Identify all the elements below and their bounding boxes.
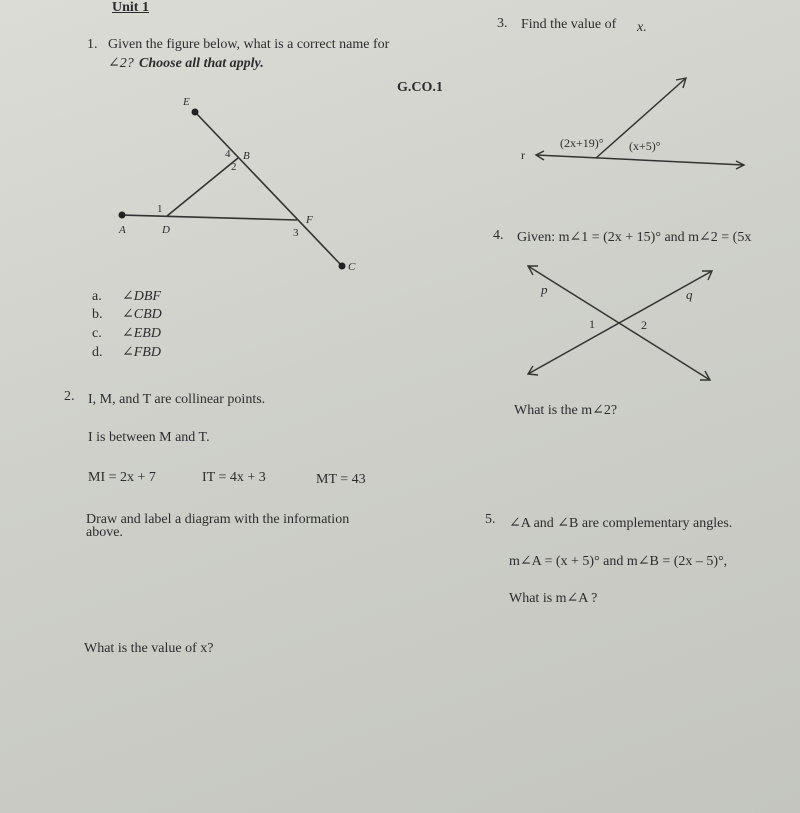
q5-line2: m∠A = (x + 5)° and m∠B = (2x – 5)°, <box>509 554 728 569</box>
q1-label-e: E <box>183 96 190 108</box>
q2-line2: I is between M and T. <box>88 430 210 445</box>
unit-heading: Unit 1 <box>112 0 149 15</box>
q1-label-c: C <box>348 261 356 273</box>
q2-eq-it: IT = 4x + 3 <box>202 470 266 485</box>
standard-code: G.CO.1 <box>397 80 443 95</box>
q1-label-d: D <box>162 224 170 236</box>
q1-choice-b-letter: b. <box>92 307 103 322</box>
q4-label-1: 1 <box>589 317 595 331</box>
q3-angle-left: (2x+19)° <box>560 136 604 150</box>
q1-label-a: A <box>119 224 126 236</box>
q1-label-1: 1 <box>157 203 163 215</box>
q4-label-2: 2 <box>641 318 647 332</box>
q1-choice-d-text[interactable]: ∠FBD <box>122 345 161 360</box>
q1-label-f: F <box>306 214 313 226</box>
q3-label-r: r <box>521 148 525 162</box>
q4-question: What is the m∠2? <box>514 403 618 418</box>
q4-given: Given: m∠1 = (2x + 15)° and m∠2 = (5x <box>517 230 752 245</box>
q1-choice-a-letter: a. <box>92 289 102 304</box>
q1-label-3: 3 <box>293 227 299 239</box>
q3-number: 3. <box>497 16 508 31</box>
q1-label-b: B <box>243 150 250 162</box>
q5-line1: ∠A and ∠B are complementary angles. <box>509 516 733 531</box>
q1-prompt-angle: ∠2? <box>108 56 134 71</box>
q2-instruction-line2: above. <box>86 525 123 540</box>
q1-choice-c-letter: c. <box>92 326 102 341</box>
q5-question: What is m∠A ? <box>509 591 598 606</box>
q1-label-2: 2 <box>231 161 237 173</box>
q1-choice-c-text[interactable]: ∠EBD <box>122 326 161 341</box>
q2-instruction-line1: Draw and label a diagram with the information <box>86 512 350 527</box>
q1-choice-d-letter: d. <box>92 345 103 360</box>
q3-angle-right: (x+5)° <box>629 139 661 153</box>
q2-question: What is the value of x? <box>84 641 214 656</box>
q4-line-q <box>528 271 712 374</box>
q3-prompt: Find the value of <box>521 17 617 32</box>
q1-prompt-emphasis: Choose all that apply. <box>139 56 264 71</box>
q4-label-q: q <box>686 287 693 302</box>
q1-choice-a-text[interactable]: ∠DBF <box>122 289 161 304</box>
q2-line1: I, M, and T are collinear points. <box>88 392 266 407</box>
q4-number: 4. <box>493 228 504 243</box>
q1-label-4: 4 <box>225 148 231 160</box>
q2-number: 2. <box>64 389 75 404</box>
q4-label-p: p <box>541 282 548 297</box>
q1-number: 1. <box>87 37 98 52</box>
q5-number: 5. <box>485 512 496 527</box>
q2-eq-mt: MT = 43 <box>316 472 366 487</box>
q2-eq-mi: MI = 2x + 7 <box>88 470 156 485</box>
q1-choice-b-text[interactable]: ∠CBD <box>122 307 162 322</box>
q3-variable: x. <box>637 20 647 35</box>
q1-prompt-line1: Given the figure below, what is a correct name for <box>108 37 390 52</box>
